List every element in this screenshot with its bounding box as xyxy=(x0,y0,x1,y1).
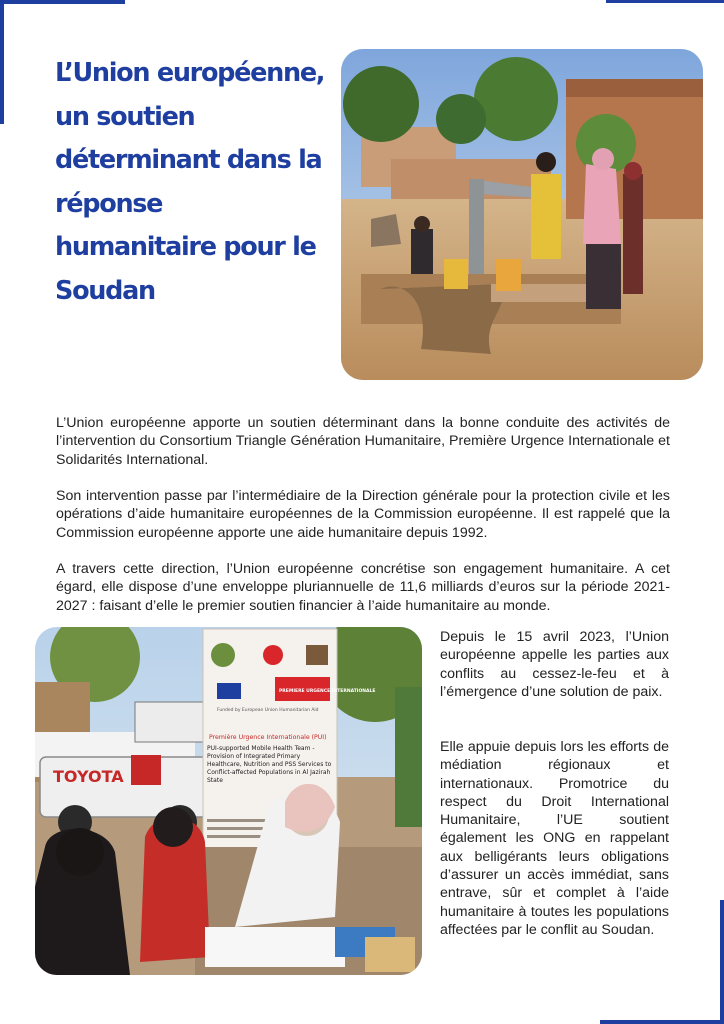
water-pump-photo xyxy=(341,49,703,380)
truck-brand-text: TOYOTA xyxy=(53,767,124,786)
paragraph-budget: A travers cette direction, l’Union européenne concrétise son engagement humanitaire. A cet égard, elle dispose d’une enveloppe pluriannuelle de 11,6 milliards d’euros sur la période 2021-2027 : faisant d’elle le premier soutien financier à l’aide humanitaire au monde. xyxy=(56,561,670,614)
banner-org-text: Première Urgence Internationale (PUI) xyxy=(209,734,327,741)
side-paragraph-ceasefire: Depuis le 15 avril 2023, l’Union européenne appelle les parties aux conflits au cessez-le-feu et à l’émergence d’une solution de paix. xyxy=(440,629,669,700)
page-title: L’Union européenne, un soutien déterminant dans la réponse humanitaire pour le Soudan xyxy=(55,58,325,306)
funded-by-text: Funded by European Union Humanitarian Aid xyxy=(217,708,319,713)
brand-text: PREMIERE URGENCE INTERNATIONALE xyxy=(279,689,376,694)
mobile-health-team-photo xyxy=(35,627,422,975)
side-paragraph-mediation: Elle appuie depuis lors les efforts de médiation régionaux et internationaux. Promotrice du respect du Droit International Humanitaire, l’UE soutient également les ONG en rappelant aux belligérants leurs obligations d’assurer un accès immédiat, sans entrave, sûr et complet à l’aide humanitaire à toutes les populations affectées par le conflit au Soudan. xyxy=(440,739,669,938)
paragraph-eu-support: L’Union européenne apporte un soutien déterminant dans la bonne conduite des activités de l’intervention du Consortium Triangle Génération Humanitaire, Première Urgence Internationale et Solidarités International. xyxy=(56,415,670,468)
corner-accent-top-left-vertical xyxy=(0,0,4,124)
corner-accent-top-right xyxy=(606,0,724,3)
banner-project-text: PUI-supported Mobile Health Team - Provision of Integrated Primary Healthcare, Nutrition and PSS Services to Conflict-affected Populations in Al Jazirah State xyxy=(207,745,332,784)
corner-accent-top-left-horizontal xyxy=(0,0,125,4)
corner-accent-bottom-right-horizontal xyxy=(600,1020,724,1024)
corner-accent-bottom-right-vertical xyxy=(720,900,724,1024)
paragraph-echo-intervention: Son intervention passe par l’intermédiaire de la Direction générale pour la protection civile et les opérations d’aide humanitaire européennes de la Commission européenne. Il est rappelé que la Commission européenne apporte une aide humanitaire depuis 1992. xyxy=(56,488,670,541)
